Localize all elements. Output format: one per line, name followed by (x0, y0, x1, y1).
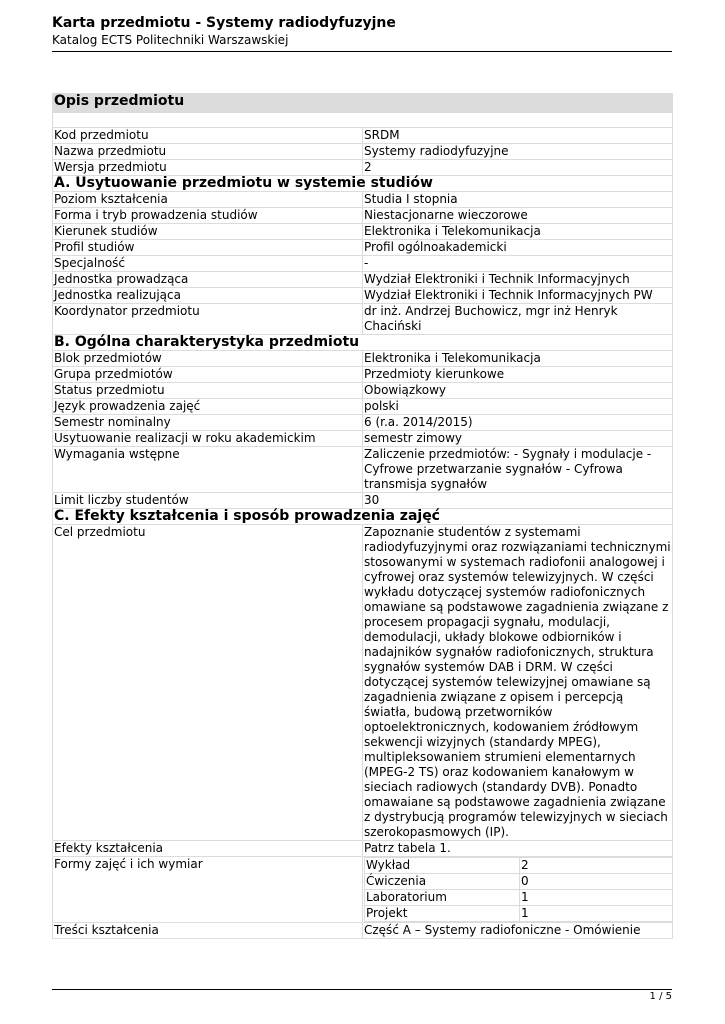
section-c-heading-row (53, 509, 673, 525)
row-value: polski (363, 399, 673, 415)
row-value: Przedmioty kierunkowe (363, 367, 673, 383)
page-number: 1 / 5 (649, 991, 672, 1002)
row-label: Kierunek studiów (53, 224, 363, 240)
row-label: Wersja przedmiotu (53, 160, 363, 176)
row-label: Efekty kształcenia (53, 841, 363, 857)
header-divider (52, 51, 672, 52)
section-a-heading-row (53, 176, 673, 192)
banner-title: Opis przedmiotu (53, 94, 673, 113)
table-row (53, 525, 673, 841)
section-c-heading: C. Efekty kształcenia i sposób prowadzenia zajęć (53, 509, 673, 525)
course-goal-text: Zapoznanie studentów z systemami radiodyfuzyjnymi oraz rozwiązaniami technicznymi stosowanymi w systemach radiofonii analogowej i cyfrowej oraz systemów telewizyjnych. W części wykładu dotyczącej systemów radiofonicznych omawiane są podstawowe zagadnienia związane z procesem propagacji sygnału, modulacji, demodulacji, układy blokowe odbiorników i nadajników sygnałów radiofonicznych, struktura sygnałów systemów DAB i DRM. W części dotyczącej systemów telewizyjnej omawiane są zagadnienia związane z opisem i percepcją światła, budową przetworników optoelektronicznych, kodowaniem źródłowym sekwencji wizyjnych (standardy MPEG), multipleksowaniem strumieni elementarnych (MPEG-2 TS) oraz kodowaniem kanałowym w sieciach radiowych (standardy DVB). Ponadto omawaiane są podstawowe zagadnienia związane z dystrybucją programów telewizyjnych w sieciach szerokopasmowych (IP). (364, 525, 671, 839)
row-label: Formy zajęć i ich wymiar (53, 857, 363, 923)
table-row (53, 399, 673, 415)
row-value: Patrz tabela 1. (363, 841, 673, 857)
table-row (53, 351, 673, 367)
row-value: Systemy radiodyfuzyjne (363, 144, 673, 160)
class-form-hours: 1 (520, 890, 673, 906)
row-label: Kod przedmiotu (53, 128, 363, 144)
row-label: Nazwa przedmiotu (53, 144, 363, 160)
class-form-name: Wykład (365, 858, 520, 874)
row-label: Poziom kształcenia (53, 192, 363, 208)
table-row (53, 447, 673, 493)
row-label: Limit liczby studentów (53, 493, 363, 509)
row-label: Wymagania wstępne (53, 447, 363, 493)
table-row (53, 923, 673, 939)
class-form-hours: 1 (520, 906, 673, 922)
row-label: Specjalność (53, 256, 363, 272)
row-label: Jednostka realizująca (53, 288, 363, 304)
table-row (53, 383, 673, 399)
class-form-name: Laboratorium (365, 890, 520, 906)
table-row (53, 431, 673, 447)
class-form-hours: 2 (520, 858, 673, 874)
table-row (53, 288, 673, 304)
row-label: Treści kształcenia (53, 923, 363, 939)
table-row (53, 144, 673, 160)
table-row (53, 256, 673, 272)
row-value: - (363, 256, 673, 272)
course-table (52, 93, 673, 939)
table-row (53, 415, 673, 431)
class-form-hours: 0 (520, 874, 673, 890)
row-value: semestr zimowy (363, 431, 673, 447)
table-row (53, 224, 673, 240)
row-label: Jednostka prowadząca (53, 272, 363, 288)
row-label: Cel przedmiotu (53, 525, 363, 841)
class-form-row (365, 890, 673, 906)
row-value: Obowiązkowy (363, 383, 673, 399)
document-title: Karta przedmiotu - Systemy radiodyfuzyjne (52, 15, 396, 31)
class-forms-cell (363, 857, 673, 923)
table-row (53, 841, 673, 857)
table-row (53, 304, 673, 335)
document-subtitle: Katalog ECTS Politechniki Warszawskiej (52, 33, 289, 47)
row-value: 30 (363, 493, 673, 509)
spacer-row (53, 113, 673, 128)
banner-row (53, 94, 673, 113)
row-value: Zaliczenie przedmiotów: - Sygnały i modulacje - Cyfrowe przetwarzanie sygnałów - Cyfrowa transmisja sygnałów (363, 447, 673, 493)
row-label: Status przedmiotu (53, 383, 363, 399)
row-value: Część A – Systemy radiofoniczne - Omówienie (363, 923, 673, 939)
table-row (53, 128, 673, 144)
row-value: Wydział Elektroniki i Technik Informacyjnych (363, 272, 673, 288)
row-value: Profil ogólnoakademicki (363, 240, 673, 256)
section-b-heading-row (53, 335, 673, 351)
table-row (53, 272, 673, 288)
section-b-heading: B. Ogólna charakterystyka przedmiotu (53, 335, 673, 351)
row-label: Język prowadzenia zajęć (53, 399, 363, 415)
table-row (53, 160, 673, 176)
row-value: Elektronika i Telekomunikacja (363, 351, 673, 367)
row-value: Elektronika i Telekomunikacja (363, 224, 673, 240)
row-value: Niestacjonarne wieczorowe (363, 208, 673, 224)
class-forms-table (364, 857, 673, 922)
row-label: Profil studiów (53, 240, 363, 256)
row-label: Usytuowanie realizacji w roku akademickim (53, 431, 363, 447)
course-card (52, 93, 672, 939)
row-value: SRDM (363, 128, 673, 144)
row-value: 2 (363, 160, 673, 176)
row-value: 6 (r.a. 2014/2015) (363, 415, 673, 431)
table-row (53, 192, 673, 208)
row-label: Forma i tryb prowadzenia studiów (53, 208, 363, 224)
footer-divider (52, 989, 672, 990)
class-form-row (365, 874, 673, 890)
table-row (53, 493, 673, 509)
table-row (53, 367, 673, 383)
row-value: dr inż. Andrzej Buchowicz, mgr inż Henryk Chaciński (363, 304, 673, 335)
class-form-name: Projekt (365, 906, 520, 922)
class-form-name: Ćwiczenia (365, 874, 520, 890)
section-a-heading: A. Usytuowanie przedmiotu w systemie studiów (53, 176, 673, 192)
class-form-row (365, 906, 673, 922)
table-row (53, 857, 673, 923)
row-value: Studia I stopnia (363, 192, 673, 208)
row-label: Blok przedmiotów (53, 351, 363, 367)
table-row (53, 240, 673, 256)
class-form-row (365, 858, 673, 874)
row-label: Semestr nominalny (53, 415, 363, 431)
row-label: Koordynator przedmiotu (53, 304, 363, 335)
row-value: Wydział Elektroniki i Technik Informacyjnych PW (363, 288, 673, 304)
row-label: Grupa przedmiotów (53, 367, 363, 383)
table-row (53, 208, 673, 224)
document-header (52, 14, 672, 48)
